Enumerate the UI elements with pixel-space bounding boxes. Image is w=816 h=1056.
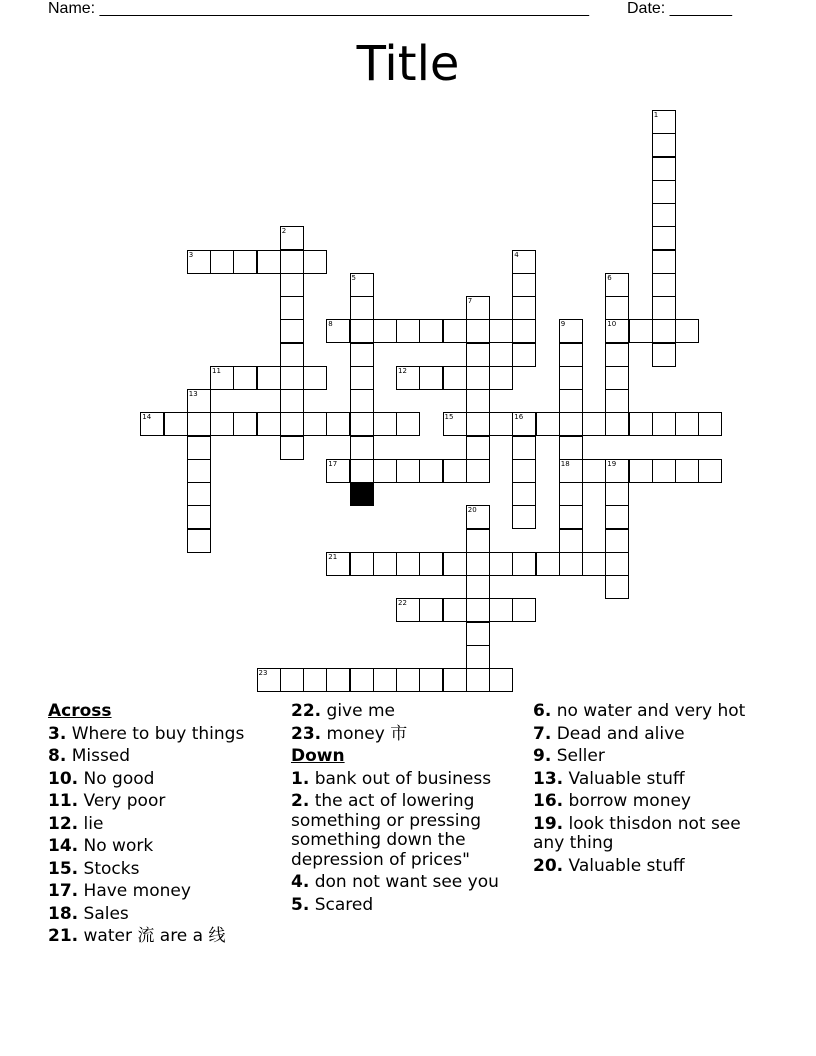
clue-number: 21: [328, 552, 338, 561]
clue-text: give me: [326, 701, 395, 721]
grid-cell[interactable]: [698, 459, 722, 483]
clue-item: [533, 702, 763, 722]
grid-cell[interactable]: [466, 505, 490, 529]
clue-number: 3: [188, 250, 194, 259]
clue-text: Stocks: [83, 858, 140, 879]
clue-text: look thisdon not see any thing: [533, 813, 741, 853]
grid-cell[interactable]: [652, 459, 676, 483]
grid-cell[interactable]: [326, 552, 350, 576]
clue-number: 18: [560, 459, 570, 468]
clue-item: [533, 770, 763, 790]
grid-cell[interactable]: [605, 343, 629, 367]
clue-item: [48, 747, 280, 767]
grid-cell[interactable]: [280, 296, 304, 320]
grid-cell[interactable]: [326, 459, 350, 483]
grid-cell[interactable]: [629, 319, 653, 343]
grid-cell[interactable]: [605, 575, 629, 599]
clue-number-label: 6.: [533, 701, 552, 721]
grid-cell[interactable]: [280, 273, 304, 297]
grid-cell[interactable]: [443, 366, 467, 390]
grid-cell[interactable]: [605, 552, 629, 576]
grid-cell[interactable]: [512, 296, 536, 320]
grid-cell[interactable]: [280, 412, 304, 436]
clue-text: Valuable stuff: [568, 855, 685, 876]
grid-cell[interactable]: [280, 226, 304, 250]
grid-cell[interactable]: [512, 273, 536, 297]
clue-number: 16: [514, 413, 524, 422]
grid-cell[interactable]: [698, 412, 722, 436]
clue-number: 13: [188, 390, 198, 398]
clue-number-label: 23.: [291, 723, 322, 744]
clue-item: [291, 770, 523, 790]
grid-cell[interactable]: [419, 459, 443, 483]
grid-cell[interactable]: [605, 529, 629, 553]
grid-cell[interactable]: [559, 389, 583, 413]
name-field-label: Name: _______________________________________________________: [48, 0, 589, 17]
grid-cell[interactable]: [466, 668, 490, 692]
grid-cell[interactable]: [652, 250, 676, 274]
grid-cell[interactable]: [187, 459, 211, 483]
grid-cell[interactable]: [280, 668, 304, 692]
grid-cell[interactable]: [280, 389, 304, 413]
grid-cell[interactable]: [233, 366, 257, 390]
clue-text: Have money: [83, 881, 191, 901]
section-heading: Across: [48, 701, 112, 721]
grid-cell[interactable]: [373, 319, 397, 343]
grid-cell[interactable]: [303, 250, 327, 274]
clue-number: 23: [258, 669, 268, 677]
grid-cell[interactable]: [466, 343, 490, 367]
clue-item: [533, 747, 763, 767]
grid-cell[interactable]: [187, 529, 211, 553]
grid-cell[interactable]: [350, 668, 374, 692]
grid-cell[interactable]: [559, 319, 583, 343]
grid-cell[interactable]: [466, 552, 490, 576]
clue-text: No good: [83, 768, 155, 789]
clue-text: money 市: [326, 723, 408, 744]
grid-cell[interactable]: [652, 343, 676, 367]
clue-number: 9: [560, 320, 566, 329]
grid-cell[interactable]: [652, 157, 676, 181]
grid-cell[interactable]: [652, 203, 676, 227]
grid-cell[interactable]: [350, 296, 374, 320]
grid-cell[interactable]: [559, 482, 583, 506]
grid-cell[interactable]: [419, 552, 443, 576]
grid-cell[interactable]: [466, 529, 490, 553]
grid-cell[interactable]: [350, 366, 374, 390]
clue-number: 11: [212, 366, 221, 375]
grid-cell[interactable]: [489, 319, 513, 343]
grid-cell[interactable]: [652, 273, 676, 297]
grid-cell[interactable]: [443, 668, 467, 692]
clue-text: No work: [83, 836, 154, 856]
grid-cell[interactable]: [233, 250, 257, 274]
grid-cell[interactable]: [396, 319, 420, 343]
clue-number-label: 16.: [533, 791, 564, 811]
clue-text: Scared: [314, 894, 374, 915]
clue-text: water 流 are a 线: [83, 926, 226, 946]
grid-cell[interactable]: [605, 296, 629, 320]
grid-cell[interactable]: [303, 668, 327, 692]
clue-column-1: [48, 702, 280, 950]
clue-item: [48, 770, 280, 790]
clue-number: 10: [607, 320, 617, 329]
clue-item: [48, 837, 280, 857]
grid-cell[interactable]: [652, 226, 676, 250]
grid-cell[interactable]: [350, 436, 374, 460]
grid-cell[interactable]: [187, 389, 211, 413]
clue-number-label: 5.: [291, 894, 310, 915]
clue-text: the act of lowering something or pressing something down the depression of prices": [291, 791, 482, 870]
clue-item: [291, 792, 523, 870]
grid-cell[interactable]: [512, 343, 536, 367]
clue-item: [48, 815, 280, 835]
grid-cell[interactable]: [489, 366, 513, 390]
clue-number-label: 13.: [533, 768, 564, 789]
grid-cell[interactable]: [326, 668, 350, 692]
grid-cell[interactable]: [675, 459, 699, 483]
clue-number-label: 8.: [48, 746, 67, 766]
grid-cell[interactable]: [280, 343, 304, 367]
grid-cell[interactable]: [652, 319, 676, 343]
grid-cell[interactable]: [443, 552, 467, 576]
grid-cell[interactable]: [466, 459, 490, 483]
grid-cell[interactable]: [210, 412, 234, 436]
grid-cell[interactable]: [536, 552, 560, 576]
clue-text: borrow money: [568, 791, 691, 811]
grid-cell[interactable]: [419, 598, 443, 622]
clue-text: Sales: [83, 903, 129, 924]
clue-number-label: 20.: [533, 855, 564, 876]
grid-cell[interactable]: [489, 412, 513, 436]
grid-cell[interactable]: [280, 366, 304, 390]
grid-cell[interactable]: [466, 436, 490, 460]
grid-cell[interactable]: [350, 273, 374, 297]
grid-cell[interactable]: [187, 436, 211, 460]
clue-number-label: 21.: [48, 926, 79, 946]
grid-cell[interactable]: [396, 459, 420, 483]
clue-item: [291, 702, 523, 722]
clue-number-label: 15.: [48, 858, 79, 879]
clue-item: [48, 860, 280, 880]
grid-cell[interactable]: [559, 505, 583, 529]
grid-cell[interactable]: [233, 412, 257, 436]
grid-cell[interactable]: [489, 552, 513, 576]
clue-item: [291, 896, 523, 916]
clue-item: [48, 725, 280, 745]
clue-number: 22: [398, 599, 407, 608]
clue-text: Where to buy things: [71, 723, 245, 744]
grid-cell[interactable]: [605, 459, 629, 483]
grid-cell[interactable]: [512, 482, 536, 506]
grid-cell[interactable]: [512, 505, 536, 529]
grid-cell[interactable]: [489, 668, 513, 692]
grid-cell[interactable]: [652, 133, 676, 157]
grid-cell[interactable]: [303, 412, 327, 436]
clue-number-label: 14.: [48, 836, 79, 856]
clue-text: no water and very hot: [556, 701, 746, 721]
clue-number: 12: [398, 366, 407, 375]
grid-cell[interactable]: [582, 552, 606, 576]
grid-cell[interactable]: [512, 459, 536, 483]
grid-cell[interactable]: [466, 622, 490, 646]
grid-cell[interactable]: [512, 319, 536, 343]
grid-cell[interactable]: [187, 482, 211, 506]
grid-cell[interactable]: [396, 552, 420, 576]
grid-cell[interactable]: [489, 598, 513, 622]
grid-cell[interactable]: [443, 598, 467, 622]
grid-cell[interactable]: [559, 529, 583, 553]
clue-number: 20: [467, 506, 477, 515]
grid-cell[interactable]: [257, 250, 281, 274]
clue-number-label: 12.: [48, 813, 79, 834]
grid-cell[interactable]: [466, 366, 490, 390]
grid-cell[interactable]: [396, 412, 420, 436]
grid-cell[interactable]: [629, 412, 653, 436]
grid-cell[interactable]: [605, 412, 629, 436]
clue-number: 17: [328, 459, 338, 468]
clue-number-label: 4.: [291, 872, 310, 892]
clue-text: don not want see you: [314, 872, 499, 892]
grid-cell[interactable]: [559, 343, 583, 367]
grid-cell[interactable]: [303, 366, 327, 390]
clue-number: 5: [351, 273, 356, 282]
clue-number-label: 17.: [48, 881, 79, 901]
grid-cell[interactable]: [652, 110, 676, 134]
grid-cell[interactable]: [466, 598, 490, 622]
grid-cell[interactable]: [675, 412, 699, 436]
clue-text: Very poor: [83, 791, 166, 811]
clue-number-label: 3.: [48, 723, 67, 744]
grid-cell[interactable]: [396, 598, 420, 622]
grid-cell[interactable]: [629, 459, 653, 483]
clue-number: 1: [653, 111, 659, 119]
grid-cell[interactable]: [373, 459, 397, 483]
clue-text: lie: [83, 813, 104, 834]
grid-cell[interactable]: [512, 250, 536, 274]
grid-cell[interactable]: [559, 412, 583, 436]
clue-item: [48, 905, 280, 925]
grid-cell[interactable]: [373, 412, 397, 436]
grid-cell[interactable]: [466, 319, 490, 343]
grid-cell[interactable]: [559, 459, 583, 483]
clue-number-label: 7.: [533, 723, 552, 744]
grid-cell[interactable]: [443, 412, 467, 436]
grid-cell[interactable]: [326, 319, 350, 343]
grid-cell[interactable]: [605, 482, 629, 506]
clue-number: 8: [328, 320, 333, 329]
grid-cell[interactable]: [326, 412, 350, 436]
grid-cell[interactable]: [559, 436, 583, 460]
grid-cell[interactable]: [280, 250, 304, 274]
clue-item: [48, 792, 280, 812]
grid-cell[interactable]: [187, 250, 211, 274]
grid-cell[interactable]: [512, 436, 536, 460]
grid-cell[interactable]: [373, 552, 397, 576]
grid-cell[interactable]: [257, 366, 281, 390]
clue-number-label: 10.: [48, 768, 79, 789]
clue-item: [291, 873, 523, 893]
grid-cell[interactable]: [164, 412, 188, 436]
clue-text: bank out of business: [314, 768, 492, 789]
clue-item: [533, 725, 763, 745]
clue-number-label: 1.: [291, 768, 310, 789]
grid-cell[interactable]: [512, 552, 536, 576]
grid-cell[interactable]: [582, 459, 606, 483]
grid-cell[interactable]: [466, 645, 490, 669]
clue-number-label: 22.: [291, 701, 322, 721]
grid-cell[interactable]: [350, 552, 374, 576]
grid-cell[interactable]: [559, 366, 583, 390]
grid-cell[interactable]: [652, 296, 676, 320]
grid-cell[interactable]: [187, 505, 211, 529]
page-title: Title: [356, 36, 460, 92]
grid-cell[interactable]: [419, 319, 443, 343]
grid-cell[interactable]: [559, 552, 583, 576]
grid-cell[interactable]: [396, 668, 420, 692]
grid-cell[interactable]: [605, 366, 629, 390]
clue-number: 14: [142, 413, 152, 422]
grid-cell[interactable]: [373, 668, 397, 692]
grid-cell[interactable]: [605, 319, 629, 343]
grid-cell[interactable]: [512, 412, 536, 436]
clue-item: [533, 792, 763, 812]
grid-cell[interactable]: [536, 412, 560, 436]
clue-text: Seller: [556, 746, 605, 766]
grid-cell[interactable]: [466, 412, 490, 436]
grid-cell[interactable]: [605, 505, 629, 529]
clue-number-label: 19.: [533, 813, 564, 834]
clue-number: 15: [444, 413, 454, 422]
grid-cell[interactable]: [419, 668, 443, 692]
grid-cell[interactable]: [350, 459, 374, 483]
date-field-label: Date: _______: [627, 0, 732, 17]
grid-cell[interactable]: [466, 575, 490, 599]
grid-cell[interactable]: [443, 319, 467, 343]
grid-cell[interactable]: [675, 319, 699, 343]
grid-cell[interactable]: [350, 343, 374, 367]
clue-number-label: 9.: [533, 746, 552, 766]
grid-cell[interactable]: [280, 436, 304, 460]
grid-cell[interactable]: [350, 319, 374, 343]
section-heading: Down: [291, 746, 345, 766]
grid-cell[interactable]: [140, 412, 164, 436]
clue-number: 7: [467, 297, 473, 305]
grid-cell[interactable]: [257, 412, 281, 436]
clue-text: Missed: [71, 746, 131, 766]
clue-number: 19: [607, 459, 617, 468]
grid-cell[interactable]: [512, 598, 536, 622]
clue-item: [48, 882, 280, 902]
clue-item: [533, 857, 763, 877]
clue-column-3: [533, 702, 763, 879]
grid-cell[interactable]: [350, 389, 374, 413]
clue-number-label: 2.: [291, 791, 310, 811]
grid-cell[interactable]: [466, 296, 490, 320]
grid-cell[interactable]: [350, 412, 374, 436]
grid-cell[interactable]: [582, 412, 606, 436]
clue-item: [48, 927, 280, 947]
grid-cell[interactable]: [210, 250, 234, 274]
grid-cell[interactable]: [443, 459, 467, 483]
grid-cell[interactable]: [652, 412, 676, 436]
grid-cell[interactable]: [605, 273, 629, 297]
grid-cell[interactable]: [466, 389, 490, 413]
grid-cell[interactable]: [396, 366, 420, 390]
grid-cell[interactable]: [210, 366, 234, 390]
clue-text: Dead and alive: [556, 723, 685, 744]
black-square: [350, 482, 374, 506]
clue-number: 2: [281, 227, 287, 236]
grid-cell[interactable]: [280, 319, 304, 343]
grid-cell[interactable]: [419, 366, 443, 390]
clue-text: Valuable stuff: [568, 768, 685, 789]
grid-cell[interactable]: [187, 412, 211, 436]
grid-cell[interactable]: [605, 389, 629, 413]
clue-number: 6: [607, 273, 612, 282]
grid-cell[interactable]: [652, 180, 676, 204]
clue-number-label: 18.: [48, 903, 79, 924]
clue-column-2: [291, 702, 523, 918]
grid-cell[interactable]: [257, 668, 281, 692]
clue-number-label: 11.: [48, 791, 79, 811]
clue-item: [533, 815, 763, 854]
clue-item: [291, 725, 523, 745]
clue-number: 4: [514, 250, 519, 259]
